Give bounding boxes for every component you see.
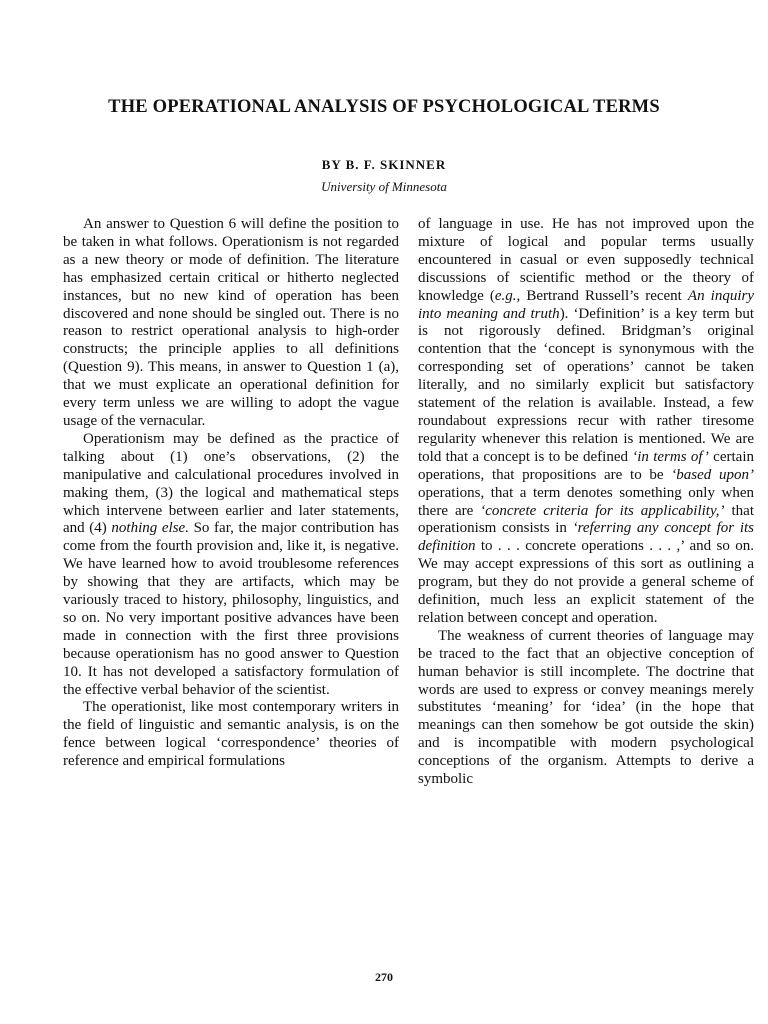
emphasis-text: nothing else. — [111, 520, 189, 537]
paragraph — [63, 431, 399, 700]
emphasis-text: ‘concrete criteria for its applicability,’ — [480, 502, 725, 519]
paragraph-text: to . . . concrete operations . . . ,’ and so on. We may accept expressions of this sort as outlining a program, but they do not provide a general scheme of definition, much less an explicit statement of the relation between concept and operation. — [418, 538, 754, 626]
paragraph-text: Bertrand Russell’s recent — [520, 287, 688, 304]
paragraph-text: ). ‘Definition’ is a key term but is not rigorously defined. Bridgman’s original contention that the ‘concept is synonymous with the corresponding set of operations’ cannot be taken literally, and no similarly explicit but satisfactory statement of the relation is available. Instead, a few roundabout expressions recur with rather tiresome regularity whenever this relation is mentioned. We are told that a concept is to be defined — [418, 305, 754, 465]
page-number: 270 — [375, 970, 393, 984]
emphasis-text: ‘referring any concept for its definition — [418, 520, 754, 555]
right-column — [418, 216, 754, 789]
book-title: An inquiry into meaning and truth — [418, 287, 754, 322]
paragraph: The weakness of current theories of language may be traced to the fact that an objective conception of human behavior is still incomplete. The doctrine that words are used to express or convey meanings merely substitutes ‘meaning’ for ‘idea’ (in the hope that meanings can then somehow be got outside the skin) and is incompatible with modern psychological conceptions of the organism. Attempts to derive a symbolic — [418, 627, 754, 788]
article-title: THE OPERATIONAL ANALYSIS OF PSYCHOLOGICAL TERMS — [108, 97, 660, 117]
emphasis-text: e.g., — [494, 287, 521, 304]
paragraph-text: certain operations, that propositions are to be — [418, 448, 754, 483]
paragraph: An answer to Question 6 will define the position to be taken in what follows. Operationism is not regarded as a new theory or mode of definition. The literature has emphasized certain critical or hitherto neglected instances, but no new kind of operation has been discovered and none should be singled out. There is no reason to restrict operational analysis to high-order constructs; the principle applies to all definitions (Question 9). This means, in answer to Question 1 (a), that we must explicate an operational definition for every term unless we are willing to adopt the vague usage of the vernacular. — [63, 216, 399, 429]
author-affiliation: University of Minnesota — [321, 179, 447, 194]
paragraph-text: of language in use. He has not improved upon the mixture of logical and popular terms usually encountered in casual or even supposedly technical discussions of scientific method or the theory of knowledge ( — [418, 216, 754, 304]
emphasis-text: ‘based upon’ — [671, 466, 754, 483]
emphasis-text: ‘in terms of’ — [632, 448, 709, 465]
article-byline: BY B. F. SKINNER — [321, 157, 447, 172]
paragraph-text: that operationism consists in — [418, 502, 754, 537]
paragraph-text: operations, that a term denotes something only when there are — [418, 484, 754, 519]
paragraph-text: Operationism may be defined as the practice of talking about (1) one’s observations, (2) the manipulative and calculational procedures involved in making them, (3) the logical and mathematical steps which intervene between earlier and later statements, and (4) — [63, 430, 399, 537]
paragraph: The operationist, like most contemporary writers in the field of linguistic and semantic analysis, is on the fence between logical ‘correspondence’ theories of reference and empirical formulations — [63, 699, 399, 770]
paragraph-text: So far, the major contribution has come from the fourth provision and, like it, is negative. We have learned how to avoid troublesome references by showing that they are artifacts, which may be variously traced to history, philosophy, linguistics, and so on. No very important positive advances have been made in connection with the first three provisions because operationism has no good answer to Question 10. It has not developed a satisfactory formulation of the effective verbal behavior of the scientist. — [63, 520, 399, 698]
paragraph — [418, 216, 754, 628]
left-column — [63, 216, 399, 771]
